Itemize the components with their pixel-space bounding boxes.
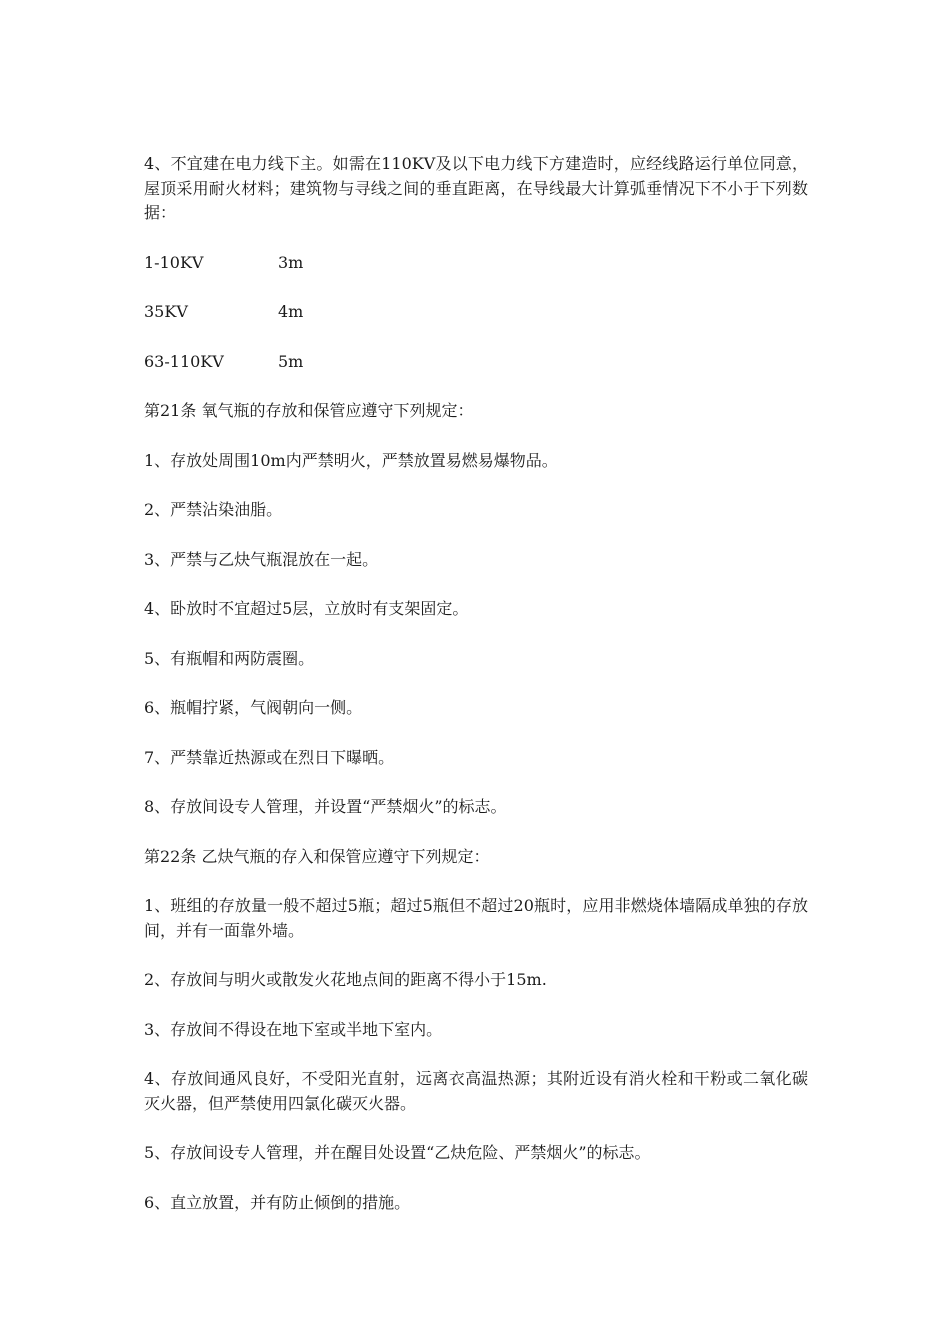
section-21-item: 2、严禁沾染油脂。	[144, 500, 283, 519]
section-21-item: 8、存放间设专人管理，并设置“严禁烟火”的标志。	[144, 797, 507, 816]
paragraph-power-line: 4、不宜建在电力线下主。如需在110KV及以下电力线下方建造时，应经线路运行单位同意，屋顶采用耐火材料；建筑物与寻线之间的垂直距离，在导线最大计算弧垂情况下不小于下列数据：	[144, 154, 808, 222]
section-22-item: 6、直立放置，并有防止倾倒的措施。	[144, 1192, 411, 1212]
distance-value: 3m	[278, 252, 304, 272]
section-22-item: 2、存放间与明火或散发火花地点间的距离不得小于15m.	[144, 970, 547, 989]
distance-row	[144, 350, 808, 375]
distance-row	[144, 251, 808, 276]
section-21-item: 7、严禁靠近热源或在烈日下曝晒。	[144, 747, 395, 767]
document-body	[144, 152, 808, 1240]
section-21-item: 5、有瓶帽和两防震圈。	[144, 648, 315, 668]
voltage-value: 35KV	[144, 302, 188, 321]
section-22-item: 4、存放间通风良好，不受阳光直射，远离衣高温热源；其附近设有消火栓和干粉或二氧化碳灭火器，但严禁使用四氯化碳灭火器。	[144, 1069, 808, 1113]
section-21-item: 4、卧放时不宜超过5层，立放时有支架固定。	[144, 599, 469, 618]
section-21-heading: 第21条 氧气瓶的存放和保管应遵守下列规定：	[144, 401, 474, 420]
distance-value: 4m	[278, 302, 304, 321]
section-22-item: 5、存放间设专人管理，并在醒目处设置“乙炔危险、严禁烟火”的标志。	[144, 1143, 651, 1162]
section-22-item: 3、存放间不得设在地下室或半地下室内。	[144, 1019, 443, 1039]
section-21-item: 6、瓶帽拧紧，气阀朝向一侧。	[144, 698, 363, 717]
distance-row	[144, 300, 808, 325]
section-21-item: 3、严禁与乙炔气瓶混放在一起。	[144, 549, 379, 569]
voltage-value: 1-10KV	[144, 252, 204, 272]
section-22-heading: 第22条 乙炔气瓶的存入和保管应遵守下列规定：	[144, 846, 490, 866]
distance-value: 5m	[278, 351, 304, 371]
section-21-item: 1、存放处周围10m内严禁明火，严禁放置易燃易爆物品。	[144, 450, 558, 470]
voltage-value: 63-110KV	[144, 351, 224, 371]
section-22-item: 1、班组的存放量一般不超过5瓶；超过5瓶但不超过20瓶时，应用非燃烧体墙隔成单独的存放间，并有一面靠外墙。	[144, 896, 808, 940]
